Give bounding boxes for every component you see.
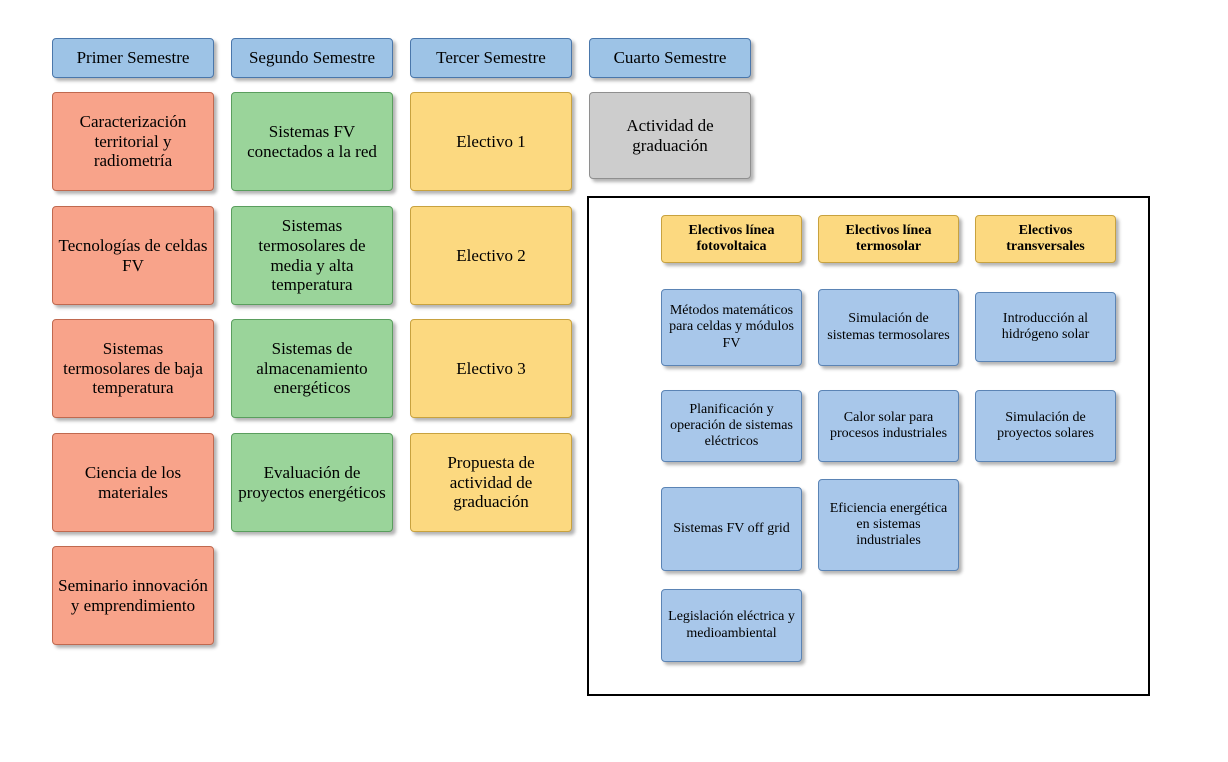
course-tercer-semestre-2: [410, 206, 572, 305]
elective-transversales-2-label: Simulación de proyectos solares: [997, 409, 1094, 441]
elective-linea-fotovoltaica-3: [661, 487, 802, 571]
course-segundo-semestre-4-label: Evaluación de proyectos energéticos: [238, 462, 386, 502]
elective-linea-fotovoltaica-2-label: Planificación y operación de sistemas eléctricos: [670, 401, 793, 450]
course-primer-semestre-4: [52, 433, 214, 532]
course-tercer-semestre-1: [410, 92, 572, 191]
course-tercer-semestre-2-label: Electivo 2: [456, 245, 526, 265]
elective-group-header-linea-fotovoltaica: [661, 215, 802, 263]
elective-transversales-1-label: Introducción al hidrógeno solar: [1001, 310, 1090, 342]
elective-linea-fotovoltaica-1: [661, 289, 802, 366]
course-tercer-semestre-4-label: Propuesta de actividad de graduación: [447, 452, 535, 512]
elective-linea-termosolar-3-label: Eficiencia energética en sistemas industriales: [829, 500, 948, 549]
course-segundo-semestre-2-label: Sistemas termosolares de media y alta temperatura: [258, 216, 366, 295]
course-primer-semestre-3-label: Sistemas termosolares de baja temperatura: [63, 338, 203, 398]
elective-linea-termosolar-1-label: Simulación de sistemas termosolares: [827, 311, 950, 343]
elective-linea-fotovoltaica-4: [661, 589, 802, 662]
elective-group-header-linea-termosolar: [818, 215, 959, 263]
column-header-3-label: Tercer Semestre: [436, 48, 546, 68]
course-primer-semestre-4-label: Ciencia de los materiales: [84, 462, 182, 502]
column-header-1-label: Primer Semestre: [76, 48, 190, 68]
column-header-2: [231, 38, 393, 78]
course-segundo-semestre-1-label: Sistemas FV conectados a la red: [247, 121, 377, 161]
course-tercer-semestre-3-label: Electivo 3: [456, 358, 526, 378]
course-segundo-semestre-4: [231, 433, 393, 532]
course-primer-semestre-5: [52, 546, 214, 645]
elective-group-header-linea-fotovoltaica-label: Electivos línea fotovoltaica: [688, 222, 775, 254]
course-segundo-semestre-2: [231, 206, 393, 305]
course-primer-semestre-1-label: Caracterización territorial y radiometría: [79, 111, 187, 171]
course-primer-semestre-2: [52, 206, 214, 305]
course-tercer-semestre-4: [410, 433, 572, 532]
course-primer-semestre-1: [52, 92, 214, 191]
column-header-4-label: Cuarto Semestre: [613, 48, 727, 68]
course-primer-semestre-2-label: Tecnologías de celdas FV: [58, 235, 208, 275]
elective-group-header-linea-termosolar-label: Electivos línea termosolar: [845, 222, 932, 254]
course-primer-semestre-5-label: Seminario innovación y emprendimiento: [58, 575, 208, 615]
course-cuarto-semestre-1: [589, 92, 751, 179]
course-cuarto-semestre-1-label: Actividad de graduación: [626, 115, 714, 155]
column-header-3: [410, 38, 572, 78]
course-primer-semestre-3: [52, 319, 214, 418]
elective-linea-fotovoltaica-1-label: Métodos matemáticos para celdas y módulos FV: [669, 303, 794, 351]
elective-transversales-1: [975, 292, 1116, 362]
elective-group-header-transversales-label: Electivos transversales: [1006, 222, 1085, 254]
elective-linea-termosolar-1: [818, 289, 959, 366]
elective-linea-termosolar-3: [818, 479, 959, 571]
elective-linea-fotovoltaica-3-label: Sistemas FV off grid: [673, 520, 790, 536]
course-segundo-semestre-3-label: Sistemas de almacenamiento energéticos: [256, 338, 368, 398]
column-header-2-label: Segundo Semestre: [248, 48, 376, 68]
elective-linea-termosolar-2-label: Calor solar para procesos industriales: [829, 409, 948, 441]
elective-linea-termosolar-2: [818, 390, 959, 462]
course-segundo-semestre-1: [231, 92, 393, 191]
elective-linea-fotovoltaica-2: [661, 390, 802, 462]
column-header-4: [589, 38, 751, 78]
column-header-1: [52, 38, 214, 78]
course-segundo-semestre-3: [231, 319, 393, 418]
elective-linea-fotovoltaica-4-label: Legislación eléctrica y medioambiental: [668, 609, 795, 641]
elective-transversales-2: [975, 390, 1116, 462]
course-tercer-semestre-1-label: Electivo 1: [456, 131, 526, 151]
course-tercer-semestre-3: [410, 319, 572, 418]
elective-group-header-transversales: [975, 215, 1116, 263]
